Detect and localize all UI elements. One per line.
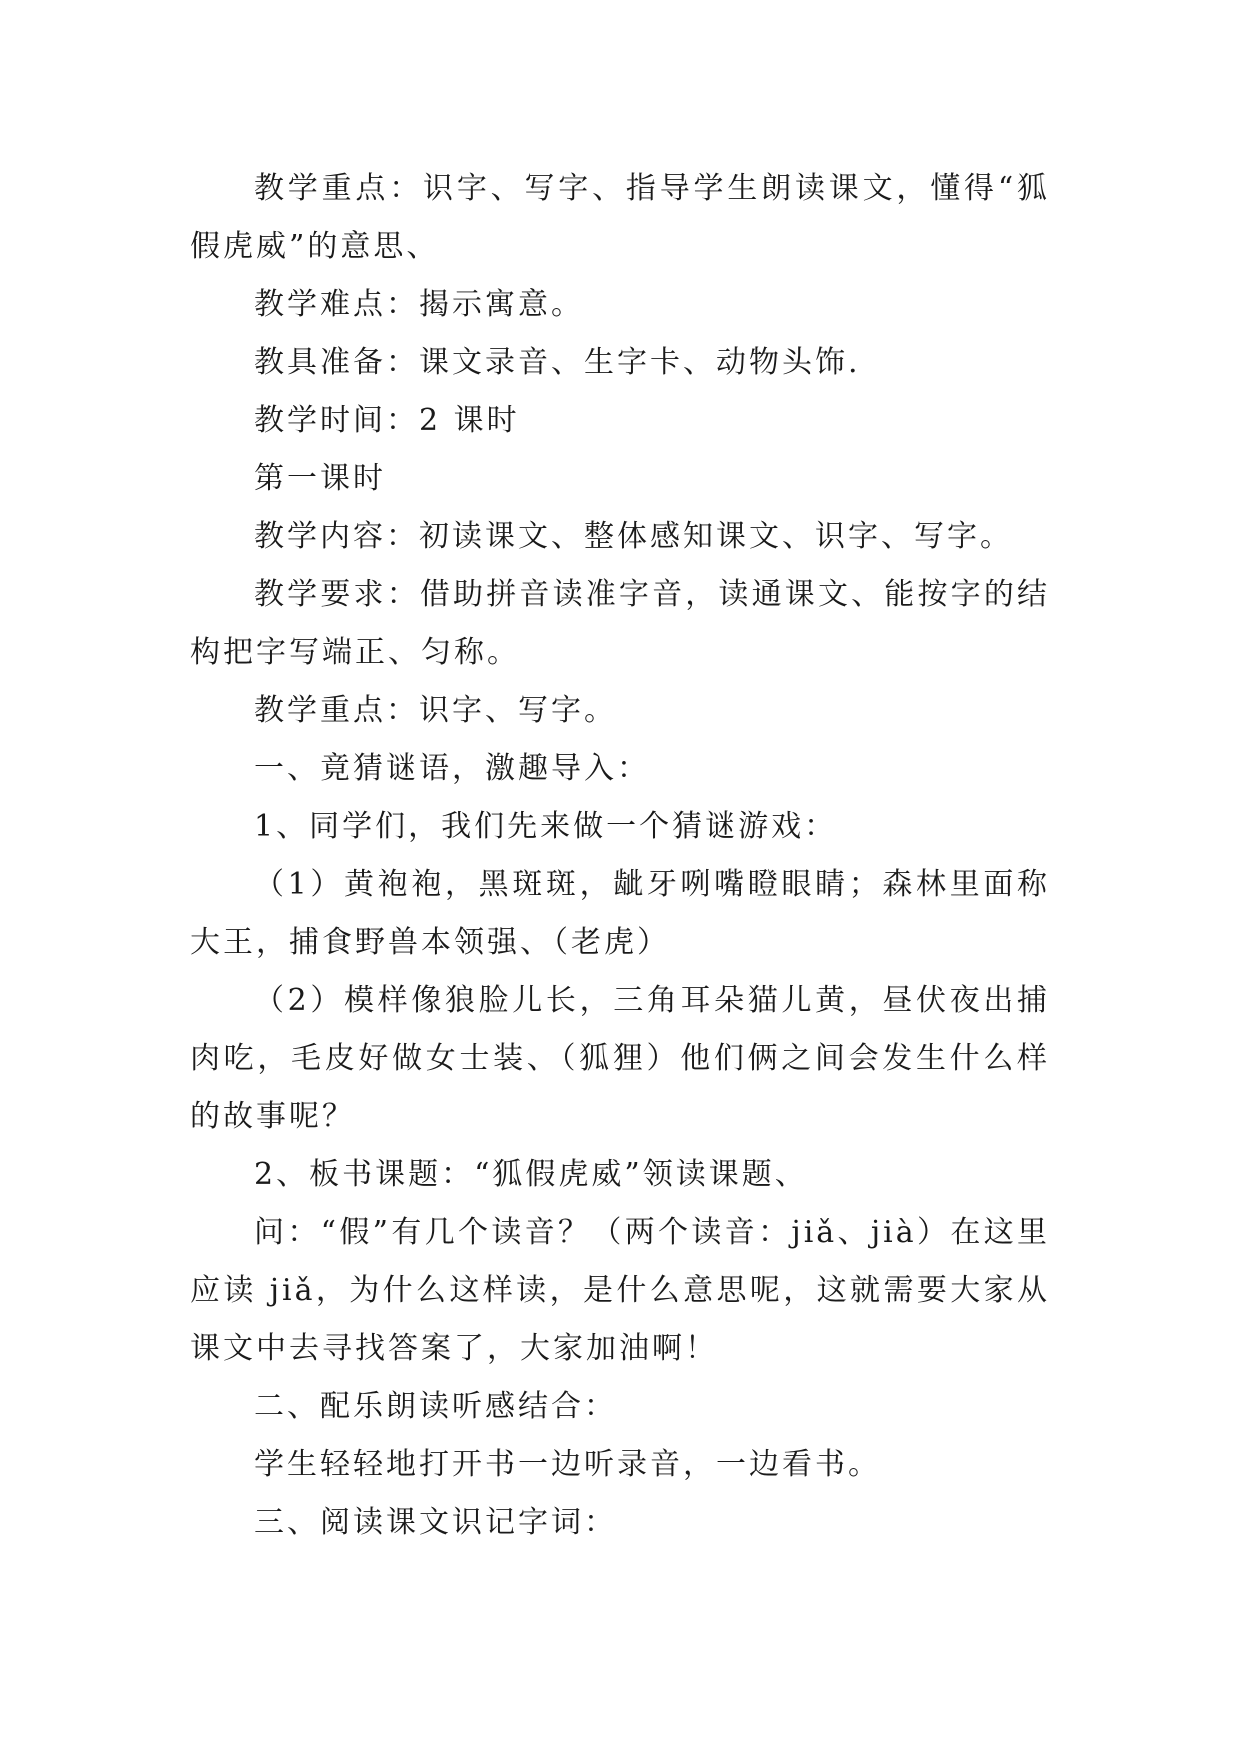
section-heading-2: 二、配乐朗读听感结合： — [254, 1389, 617, 1424]
paragraph-content: 教学内容：初读课文、整体感知课文、识字、写字。 — [254, 519, 1013, 554]
paragraph-difficulty: 教学难点：揭示寓意。 — [254, 287, 584, 322]
paragraph-riddle-2: （2）模样像狼脸儿长，三角耳朵猫儿黄，昼伏夜出捕肉吃，毛皮好做女士装、（狐狸）他们俩之间会发生什么样的故事呢？ — [190, 983, 1050, 1134]
paragraph-materials: 教具准备：课文录音、生字卡、动物头饰. — [254, 345, 861, 380]
paragraph-first-lesson: 第一课时 — [254, 461, 386, 496]
paragraph-requirements: 教学要求：借助拼音读准字音，读通课文、能按字的结构把字写端正、匀称。 — [190, 577, 1050, 670]
paragraph-pronunciation: 问：“假”有几个读音？（两个读音：jiǎ、jià）在这里应读 jiǎ，为什么这样读，是什么意思呢，这就需要大家从课文中去寻找答案了，大家加油啊！ — [190, 1215, 1050, 1366]
section-heading-1: 一、竟猜谜语，激趣导入： — [254, 751, 650, 786]
paragraph-time: 教学时间：2 课时 — [254, 403, 520, 438]
paragraph-riddle-1: （1）黄袍袍，黑斑斑，龇牙咧嘴瞪眼睛；森林里面称大王，捕食野兽本领强、（老虎） — [190, 867, 1050, 960]
paragraph-riddle-intro: 1、同学们，我们先来做一个猜谜游戏： — [254, 809, 838, 844]
paragraph-key-points: 教学重点：识字、写字、指导学生朗读课文，懂得“狐假虎威”的意思、 — [190, 171, 1050, 264]
paragraph-key-points-2: 教学重点：识字、写字。 — [254, 693, 617, 728]
paragraph-title-board: 2、板书课题：“狐假虎威”领读课题、 — [254, 1157, 808, 1192]
document-page — [190, 160, 1050, 1552]
paragraph-listen: 学生轻轻地打开书一边听录音，一边看书。 — [254, 1447, 881, 1482]
section-heading-3: 三、阅读课文识记字词： — [254, 1505, 617, 1540]
